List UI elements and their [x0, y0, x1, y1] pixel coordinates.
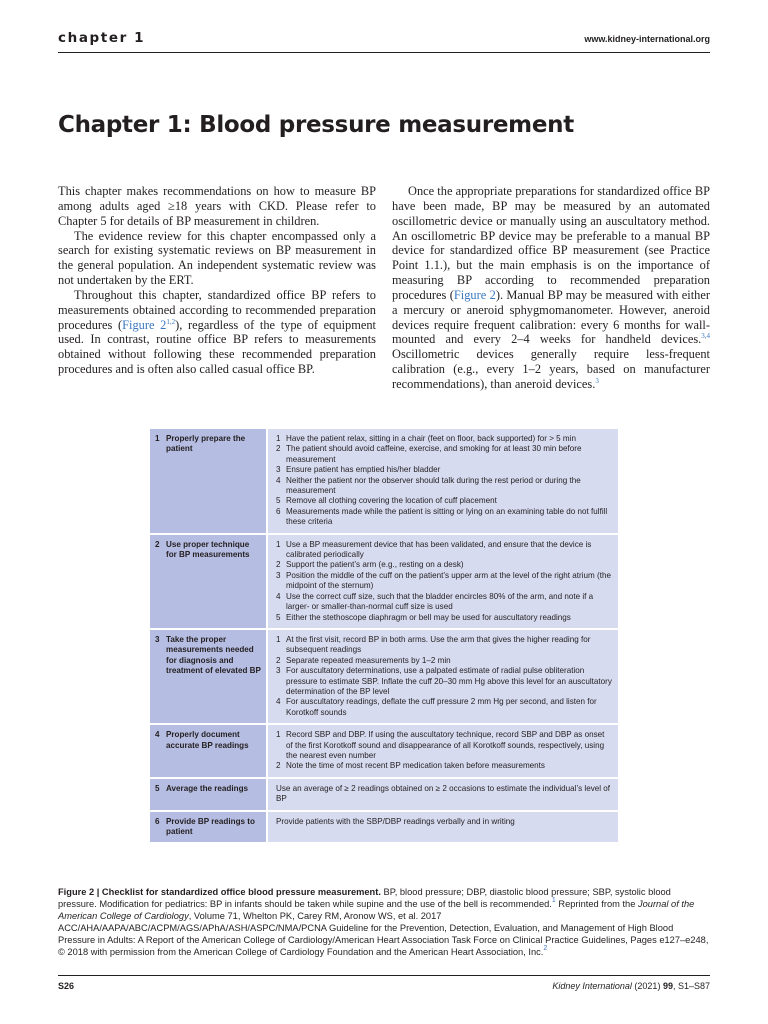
checklist-row	[150, 779, 618, 812]
instruction-number: 2	[276, 761, 281, 771]
instruction-number: 5	[276, 496, 281, 506]
header-rule	[58, 52, 710, 53]
journal-url: www.kidney-international.org	[584, 34, 710, 44]
step-label: Take the proper measurements needed for diagnosis and treatment of elevated BP	[166, 634, 261, 676]
instruction-item	[276, 613, 612, 623]
chapter-label: chapter 1	[58, 30, 146, 46]
step-instructions	[266, 429, 618, 533]
instruction-text: Remove all clothing covering the location of cuff placement	[286, 496, 497, 506]
instruction-number: 4	[276, 697, 281, 707]
instruction-number: 5	[276, 612, 281, 622]
evidence-paragraph: The evidence review for this chapter encompassed only a search for existing systematic reviews on BP measurement in the general population. An independent systematic review was not undertaken by the ERT.	[58, 228, 376, 288]
figure-caption: Figure 2 | Checklist for standardized office blood pressure measurement. BP, blood pressure; DBP, diastolic blood pressure; SBP, systolic blood pressure. Modification for pediatrics: BP in infants should be taken while supine and the use of the bell is recommended.$^1$ Reprinted from the Journal of the American College of Cardiology, Volume 71, Whelton PK, Carey RM, Aronow WS, et al. 2017 ACC/AHA/AAPA/ABC/ACPM/AGS/APhA/ASH/ASPC/NMA/PCNA Guideline for the Prevention, Detection, Evaluation, and Management of High Blood Pressure in Adults: A Report of the American College of Cardiology/American Heart Association Task Force on Clinical Practice Guidelines, Pages e127–e248, © 2018 with permission from the American College of Cardiology Foundation and the American Heart Association, Inc.$^2$	[58, 887, 709, 958]
instruction-number: 2	[276, 560, 281, 570]
checklist-step	[150, 725, 266, 777]
instruction-number: 3	[276, 666, 281, 676]
step-number: 4	[155, 730, 160, 740]
checklist-row	[150, 725, 618, 779]
instruction-text: Record SBP and DBP. If using the auscultatory technique, record SBP and DBP as onset of the first Korotkoff sound and disappearance of all Korotkoff sounds, respectively, using the nearest even number	[286, 730, 605, 760]
checklist-row	[150, 535, 618, 630]
reference-link[interactable]: 1	[551, 897, 556, 905]
instruction-text: Provide patients with the SBP/DBP readings verbally and in writing	[276, 816, 515, 826]
instruction-text: At the first visit, record BP in both arms. Use the arm that gives the higher reading for subsequent readings	[286, 634, 591, 655]
page-title: Chapter 1: Blood pressure measurement	[58, 112, 574, 138]
instruction-item	[276, 434, 612, 444]
instruction-item	[276, 697, 612, 718]
intro-paragraph: This chapter makes recommendations on how to measure BP among adults aged ≥18 years with CKD. Please refer to Chapter 5 for details of BP measurement in children.	[58, 184, 376, 228]
instruction-item	[276, 817, 612, 827]
step-instructions	[266, 630, 618, 723]
step-number: 3	[155, 634, 160, 644]
step-number: 1	[155, 434, 160, 443]
instruction-text: Ensure patient has emptied his/her bladder	[286, 465, 441, 475]
instruction-text: Have the patient relax, sitting in a chair (feet on floor, back supported) for > 5 min	[286, 434, 576, 443]
step-number: 6	[155, 816, 160, 826]
device-paragraph: Once the appropriate preparations for standardized office BP have been made, BP may be measured by an automated oscillometric device or manually using an auscultatory method. An oscillometric BP device may be preferable to a manual BP device for standardized office BP measurement (see Practice Point 1.1.), but the main emphasis is on the importance of measuring BP according to recommended preparation procedures (Figure 2). Manual BP may be measured with either a mercury or aneroid sphygmomanometer. However, aneroid devices require frequent calibration: every 6 months for wall-mounted and every 2–4 weeks for handheld devices.$^{3,4}$ Oscillometric devices generally require less-frequent calibration (e.g., every 1–2 years, based on manufacturer recommendations), than aneroid devices.$^3$	[392, 184, 710, 391]
instruction-text: Position the middle of the cuff on the patient’s upper arm at the level of the right atrium (the midpoint of the sternum)	[286, 570, 611, 591]
instruction-item	[276, 465, 612, 475]
instruction-number: 1	[276, 539, 281, 549]
instruction-text: For auscultatory readings, deflate the cuff pressure 2 mm Hg per second, and listen for Korotkoff sounds	[286, 697, 597, 717]
step-label: Average the readings	[166, 783, 249, 793]
instruction-item	[276, 730, 612, 761]
instruction-item	[276, 571, 612, 592]
instruction-text: Separate repeated measurements by 1–2 min	[286, 655, 451, 665]
checklist-row	[150, 812, 618, 843]
step-label: Provide BP readings to patient	[166, 816, 255, 836]
step-label: Properly document accurate BP readings	[166, 730, 249, 750]
checklist-row	[150, 429, 618, 535]
footer-rule	[58, 975, 710, 976]
instruction-number: 1	[276, 634, 281, 644]
instruction-item	[276, 540, 612, 561]
checklist-step	[150, 812, 266, 843]
journal-citation: Kidney International (2021) 99, S1–S87	[552, 981, 710, 991]
step-instructions	[266, 812, 618, 843]
instruction-text: Use an average of ≥ 2 readings obtained on ≥ 2 occasions to estimate the individual’s level of BP	[276, 783, 611, 804]
instruction-number: 2	[276, 655, 281, 665]
instruction-number: 6	[276, 506, 281, 516]
instruction-item	[276, 476, 612, 497]
left-column	[58, 184, 376, 377]
step-label: Properly prepare the patient	[166, 434, 246, 454]
step-instructions	[266, 725, 618, 777]
instruction-number: 3	[276, 465, 281, 475]
definition-paragraph: Throughout this chapter, standardized office BP refers to measurements obtained according to recommended preparation procedures (Figure 2$^{1,2}$), regardless of the type of equipment used. In contrast, routine office BP refers to measurements obtained without following these recommended preparation procedures and is often also called casual office BP.	[58, 287, 376, 377]
instruction-text: The patient should avoid caffeine, exercise, and smoking for at least 30 min before measurement	[286, 444, 582, 464]
instruction-item	[276, 784, 612, 805]
figure-2-link[interactable]: Figure 2	[453, 287, 496, 302]
instruction-number: 1	[276, 434, 281, 443]
page-number: S26	[58, 981, 75, 991]
checklist-step	[150, 779, 266, 810]
instruction-item	[276, 444, 612, 465]
instruction-item	[276, 507, 612, 528]
instruction-item	[276, 656, 612, 666]
instruction-number: 4	[276, 591, 281, 601]
checklist-row	[150, 630, 618, 725]
step-instructions	[266, 779, 618, 810]
figure-2-link[interactable]: Figure 2$^{1,2}$	[122, 317, 176, 332]
instruction-text: Use the correct cuff size, such that the bladder encircles 80% of the arm, and note if a larger- or smaller-than-normal cuff size is used	[286, 591, 594, 612]
step-number: 2	[155, 539, 160, 549]
instruction-item	[276, 761, 612, 771]
step-label: Use proper technique for BP measurements	[166, 539, 250, 560]
step-number: 5	[155, 783, 160, 793]
reference-link[interactable]: 2	[543, 945, 548, 953]
right-column	[392, 184, 710, 392]
instruction-number: 3	[276, 570, 281, 580]
instruction-item	[276, 560, 612, 570]
instruction-text: Note the time of most recent BP medication taken before measurements	[286, 761, 545, 771]
instruction-text: Measurements made while the patient is sitting or lying on an examining table do not fulfill these criteria	[286, 506, 608, 527]
bp-checklist-figure	[150, 429, 618, 842]
reference-link[interactable]: 3	[595, 376, 599, 385]
instruction-number: 2	[276, 444, 281, 454]
instruction-item	[276, 592, 612, 613]
instruction-item	[276, 496, 612, 506]
instruction-item	[276, 666, 612, 697]
checklist-step	[150, 429, 266, 533]
instruction-text: Use a BP measurement device that has been validated, and ensure that the device is calibrated periodically	[286, 539, 592, 560]
instruction-item	[276, 635, 612, 656]
instruction-number: 4	[276, 475, 281, 485]
step-instructions	[266, 535, 618, 628]
instruction-text: Neither the patient nor the observer should talk during the rest period or during the measurement	[286, 475, 581, 496]
instruction-text: For auscultatory determinations, use a palpated estimate of radial pulse obliteration pressure to estimate SBP. Inflate the cuff 20–30 mm Hg above this level for an auscultatory determination of the BP level	[286, 666, 612, 696]
instruction-number: 1	[276, 730, 281, 740]
checklist-step	[150, 535, 266, 628]
instruction-text: Either the stethoscope diaphragm or bell may be used for auscultatory readings	[286, 612, 571, 622]
instruction-text: Support the patient’s arm (e.g., resting on a desk)	[286, 560, 464, 570]
checklist-step	[150, 630, 266, 723]
reference-link[interactable]: 3,4	[701, 332, 710, 341]
